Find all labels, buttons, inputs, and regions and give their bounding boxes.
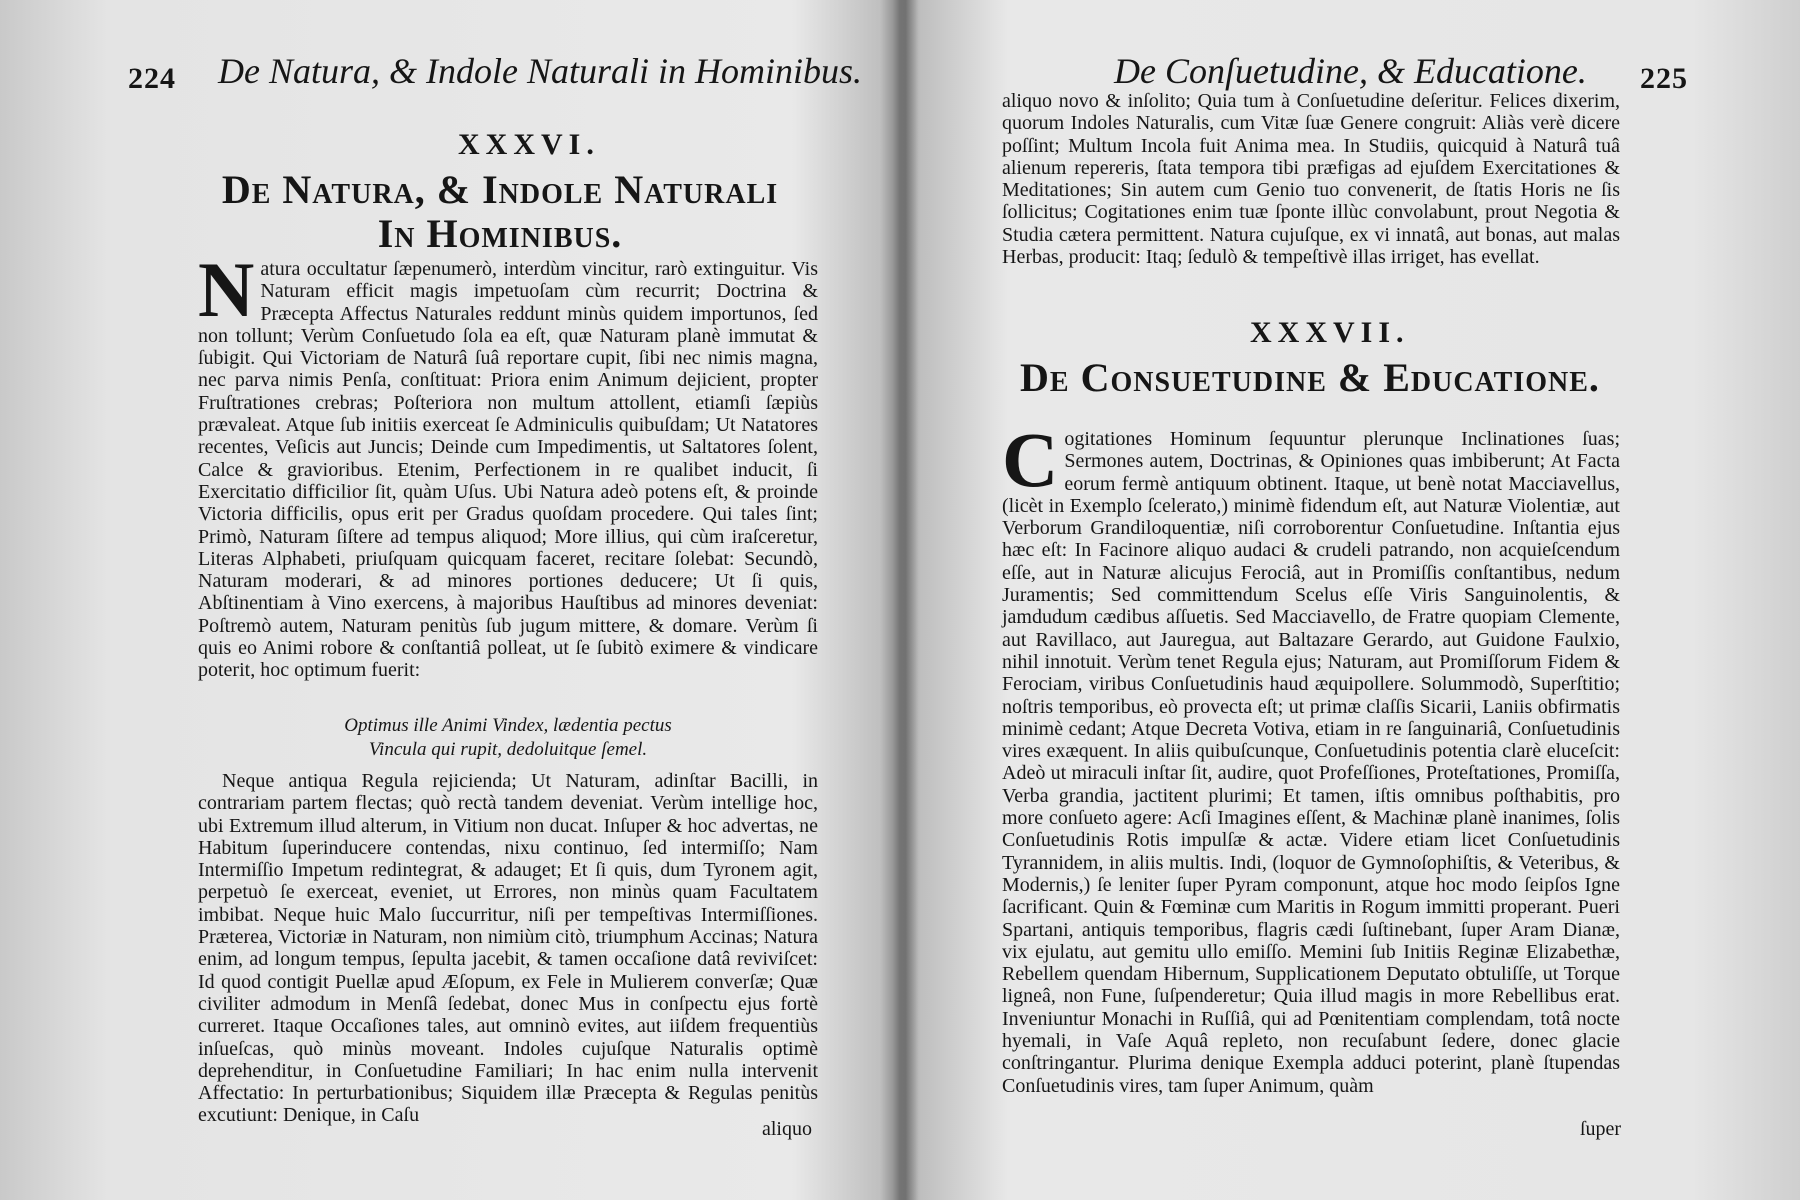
page-number: 225 (1640, 62, 1688, 95)
page-number: 224 (128, 62, 176, 95)
catchword: ſuper (1580, 1118, 1622, 1140)
running-head: De Natura, & Indole Naturali in Hominibus. (218, 51, 863, 91)
catchword: aliquo (762, 1118, 812, 1140)
body-paragraph-1 (1002, 416, 1620, 1097)
body-paragraph-1 (198, 246, 818, 682)
chapter-title (200, 168, 800, 256)
right-page (900, 0, 1800, 1200)
paragraph-text: aliquo novo & inſolito; Quia tum à Conſuetudine deſeritur. Felices dixerim, quorum Indoles Naturalis, cum Vitæ ſuæ Genere congruit: Aliàs verè dicere poſſint; Multum Incola fuit Anima mea. In Studiis, quicquid à Naturâ tuâ alienum repereris, ſtata tempora tibi præfigas ad ejuſdem Exercitationes & Meditationes; Sin autem cum Genio tuo convenerit, de ſtatis Horis ne ſis ſollicitus; Cogitationes enim tuæ ſponte illùc convolabunt, prout Negotia & Studia cætera permittent. Natura cujuſque, ex vi innatâ, aut bonas, aut malas Herbas, producit: Itaq; ſedulò & tempeſtivè illas irriget, has evellat. (1002, 90, 1620, 269)
chapter-title: De Consuetudine & Educatione. (1020, 355, 1600, 400)
chapter-title-line-1: De Natura, & Indole Naturali (221, 167, 779, 212)
verse-quote (198, 714, 818, 762)
chapter-title-line-2: In Hominibus. (377, 211, 623, 256)
quote-line-1: Optimus ille Animi Vindex, lædentia pectus (344, 715, 672, 736)
drop-cap: N (198, 246, 255, 333)
drop-cap: C (1002, 416, 1059, 503)
running-head: De Conſuetudine, & Educatione. (1114, 51, 1587, 91)
paragraph-text: atura occultatur ſæpenumerò, interdùm vincitur, rarò extinguitur. Vis Naturam efficit magis impetuoſam cùm recurrit; Doctrina & Præcepta Affectus Naturales reddunt minùs quidem importunos, ſed non tollunt; Verùm Conſuetudo ſola ea eſt, quæ Naturam planè immutat & ſubigit. Qui Victoriam de Naturâ ſuâ reportare cupit, ſibi nec nimis magna, nec parva nimis Penſa, conſtituat: Priora enim Animum dejicient, propter Fruſtrationes crebras; Poſteriora non multum attollent, etiamſi ſæpiùs prævaleat. Atque ſub initiis exerceat ſe Adminiculis quibuſdam; Ut Natatores recentes, Veſicis aut Juncis; Deinde cum Impedimentis, ut Saltatores ſolent, Calce & gravioribus. Etenim, Perfectionem in re qualibet inducit, ſi Exercitatio difficilior ſit, quàm Uſus. Ubi Natura adeò potens eſt, & proinde Victoria difficilis, opus erit per Gradus quoſdam procedere. Qui tales ſint; Primò, Naturam ſiſtere ad tempus aliquod; More illius, qui cùm iraſceretur, Literas Alphabeti, priuſquam quicquam faceret, recitare ſolebat: Secundò, Naturam moderari, & ad minores portiones deducere; Ut ſi quis, Abſtinentiam à Vino exercens, à majoribus Hauſtibus ad minores deveniat: Poſtremò autem, Naturam penitùs ſub jugum mittere, & domare. Verùm ſi quis eo Animi robore & conſtantiâ polleat, ut ſe ſubitò eximere & vindicare poterit, hoc optimum fuerit: (198, 258, 818, 682)
chapter-number: XXXVII. (1250, 316, 1410, 349)
paragraph-text: Neque antiqua Regula rejicienda; Ut Naturam, adinſtar Bacilli, in contrariam partem flectas; quò rectà tandem deveniat. Verùm intellige hoc, ubi Extremum illud alterum, in Vitium non ducat. Inſuper & hoc advertas, ne Habitum ſuperinducere contendas, nixu continuo, ſed intermiſſo; Nam Intermiſſio Impetum redintegrat, & adauget; Et ſi quis, dum Tyronem agit, perpetuò ſe exerceat, eveniet, ut Errores, non minùs quam Facultatem imbibat. Neque huic Malo ſuccurritur, niſi per tempeſtivas Intermiſſiones. Præterea, Victoriæ in Naturam, non nimiùm citò, triumphum Accinas; Natura enim, ad longum tempus, ſepulta jacebit, & tamen occaſione datâ reviviſcet: Id quod contigit Puellæ apud Æſopum, ex Fele in Mulierem converſæ; Quæ civiliter admodum in Menſâ ſedebat, donec Mus in conſpectu ejus fortè curreret. Itaque Occaſiones tales, aut omninò evites, aut iiſdem frequentiùs inſueſcas, quò minùs moveant. Indoles cujuſque Naturalis optimè deprehenditur, in Conſuetudine Familiari; In hac enim nulla intervenit Affectatio: In perturbationibus; Siquidem illæ Præcepta & Regulas penitùs excutiunt: Denique, in Caſu (198, 770, 818, 1127)
quote-line-2: Vincula qui rupit, dedoluitque ſemel. (368, 739, 648, 760)
paragraph-text: ogitationes Hominum ſequuntur plerunque Inclinationes ſuas; Sermones autem, Doctrinas, & Opiniones quas imbiberunt; At Facta eorum fermè antiquum obtinent. Itaque, ut benè notat Macciavellus, (licèt in Exemplo ſcelerato,) minimè fidendum eſt, aut Naturæ Violentiæ, aut Verborum Grandiloquentiæ, niſi corroborentur Conſuetudine. Inſtantia ejus hæc eſt: In Facinore aliquo audaci & crudeli patrando, non acquieſcendum eſſe, aut in Naturæ alicujus Ferociâ, aut in Promiſſis conſtantibus, nedum Juramentis; Sed committendum Scelus eſſe Viris Sanguinolentis, & jamdudum cædibus aſſuetis. Sed Macciavello, de Fratre quopiam Clemente, aut Ravillaco, aut Jauregua, aut Baltazare Gerardo, aut Guidone Faulxio, nihil innotuit. Verùm tenet Regula ejus; Naturam, aut Promiſſorum Fidem & Ferociam, viribus Conſuetudinis haud æquipollere. Solummodò, Superſtitio; noſtris temporibus, eò provecta eſt; ut primæ claſſis Sicarii, Laniis obfirmatis minimè cedant; Atque Decreta Votiva, etiam in re ſanguinariâ, Conſuetudinis vires exæquent. In aliis quibuſcunque, Conſuetudinis potentia clarè eluceſcit: Adeò ut miraculi inſtar ſit, audire, quot Profeſſiones, Proteſtationes, Promiſſa, Verba grandia, jactitent plurimi; Et tamen, iſtis omnibus poſthabitis, pro more conſueto agere: Acſi Imagines eſſent, & Machinæ planè inanimes, ſolis Conſuetudinis Rotis impulſæ & actæ. Videre etiam licet Conſuetudinis Tyrannidem, in aliis multis. Indi, (loquor de Gymnoſophiſtis, & Veteribus, & Modernis,) ſe leniter ſuper Pyram componunt, atque hoc modo ſeipſos Igne ſacrificant. Quin & Fœminæ cum Maritis in Rogum immitti properant. Pueri Spartani, antiquis temporibus, flagris cædi ſuſtinebant, ſuper Aram Dianæ, vix ejulatu, aut gemitu ullo emiſſo. Memini ſub Initiis Reginæ Elizabethæ, Rebellem quendam Hibernum, Supplicationem Deputato obtuliſſe, ut Torque ligneâ, non Fune, ſuſpenderetur; Quia illud magis in more Rebellibus erat. Inveniuntur Monachi in Ruſſiâ, qui ad Pœnitentiam complendam, totâ nocte hyemali, in Vaſe Aquâ repleto, non recuſabunt ſedere, donec glacie conſtringantur. Plurima denique Exempla adduci poterint, planè ſtupendas Conſuetudinis vires, tam ſuper Animum, quàm (1002, 428, 1620, 1097)
body-paragraph-2 (198, 770, 818, 1127)
body-paragraph-continued (1002, 90, 1620, 268)
chapter-number: XXXVI. (458, 128, 600, 161)
